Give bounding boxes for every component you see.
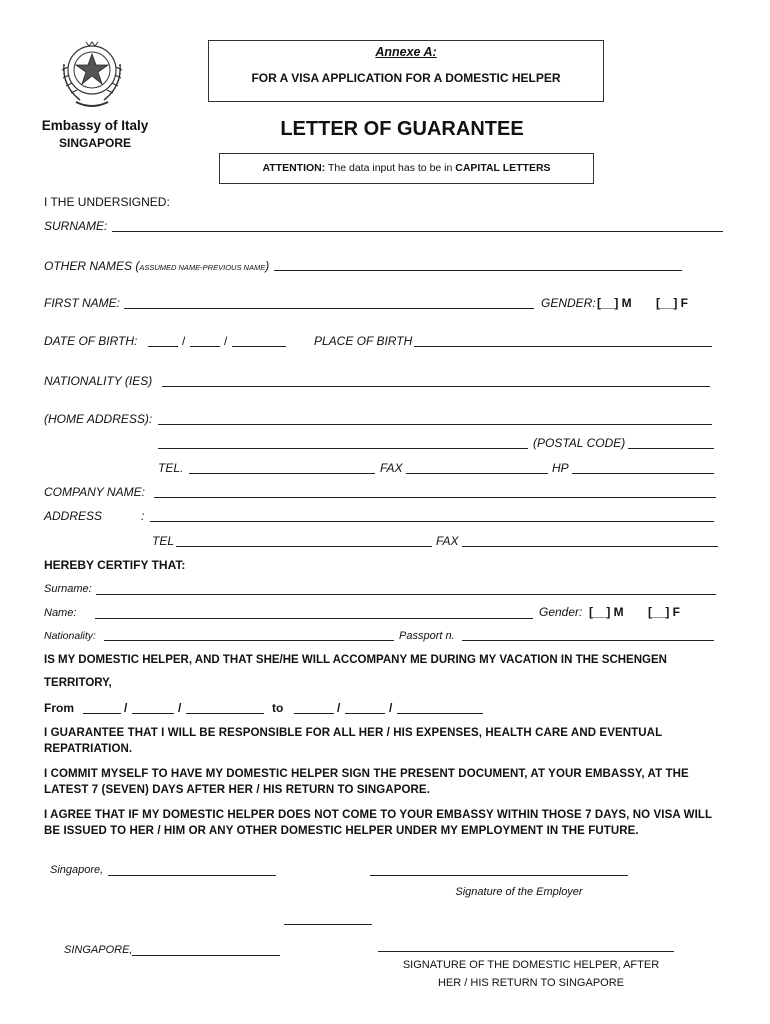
from-year-field[interactable]	[186, 713, 264, 714]
undersigned-label: I THE UNDERSIGNED:	[44, 195, 170, 209]
company-address-colon: :	[141, 509, 145, 523]
nationality-field[interactable]	[162, 386, 710, 387]
attention-note	[219, 161, 594, 175]
attention-label: ATTENTION:	[262, 162, 326, 174]
hp-label: HP	[552, 461, 569, 475]
place-of-birth-label: PLACE OF BIRTH	[314, 334, 413, 348]
employer-date-field[interactable]	[108, 875, 276, 876]
date-separator: /	[389, 701, 393, 715]
helper-surname-label: Surname:	[44, 583, 92, 595]
from-label: From	[44, 701, 74, 715]
annex-subtitle: FOR A VISA APPLICATION FOR A DOMESTIC HELPER	[251, 71, 561, 85]
place-of-birth-field[interactable]	[414, 346, 712, 347]
other-names-close: )	[265, 259, 270, 273]
home-address-field[interactable]	[158, 424, 712, 425]
helper-place-label: SINGAPORE,	[64, 944, 133, 956]
postal-code-field[interactable]	[628, 448, 714, 449]
company-tel-field[interactable]	[176, 546, 432, 547]
dob-year-field[interactable]	[232, 346, 286, 347]
first-name-field[interactable]	[124, 308, 534, 309]
dob-day-field[interactable]	[148, 346, 178, 347]
home-tel-field[interactable]	[189, 473, 375, 474]
home-fax-field[interactable]	[406, 473, 548, 474]
passport-label: Passport n.	[399, 630, 455, 642]
attention-text: The data input has to be in	[325, 162, 456, 174]
passport-field[interactable]	[462, 640, 714, 641]
helper-date-field[interactable]	[132, 955, 280, 956]
to-year-field[interactable]	[397, 713, 483, 714]
company-address-field[interactable]	[150, 521, 714, 522]
company-fax-label: FAX	[436, 534, 459, 548]
gender-label: GENDER:	[541, 296, 596, 310]
other-names-text: OTHER NAMES (	[44, 259, 140, 273]
certify-label: HEREBY CERTIFY THAT:	[44, 558, 186, 572]
dob-separator: /	[224, 334, 228, 348]
date-separator: /	[337, 701, 341, 715]
helper-nationality-label: Nationality:	[44, 630, 96, 642]
employer-signature-caption: Signature of the Employer	[455, 886, 583, 898]
page-title: LETTER OF GUARANTEE	[280, 118, 524, 140]
date-separator: /	[178, 701, 182, 715]
first-name-label: FIRST NAME:	[44, 296, 121, 310]
guarantee-statement: I GUARANTEE THAT I WILL BE RESPONSIBLE FOR ALL HER / HIS EXPENSES, HEALTH CARE AND EVENTUAL REPATRIATION.	[44, 727, 663, 755]
helper-gender-label: Gender:	[539, 605, 583, 619]
helper-signature-caption: SIGNATURE OF THE DOMESTIC HELPER, AFTER	[402, 959, 660, 971]
company-fax-field[interactable]	[462, 546, 718, 547]
nationality-label: NATIONALITY (IES)	[44, 374, 153, 388]
to-month-field[interactable]	[345, 713, 385, 714]
dob-label: DATE OF BIRTH:	[44, 334, 138, 348]
commit-statement: I COMMIT MYSELF TO HAVE MY DOMESTIC HELPER SIGN THE PRESENT DOCUMENT, AT YOUR EMBASSY, AT THE LATEST 7 (SEVEN) DAYS AFTER HER / HIS RETURN TO SINGAPORE.	[44, 768, 689, 796]
from-day-field[interactable]	[83, 713, 121, 714]
employer-place-label: Singapore,	[50, 864, 104, 876]
helper-surname-field[interactable]	[96, 594, 716, 595]
other-names-label	[44, 259, 269, 275]
company-address-label: ADDRESS	[44, 509, 103, 523]
embassy-city: SINGAPORE	[58, 136, 131, 150]
helper-nationality-field[interactable]	[104, 640, 394, 641]
dob-month-field[interactable]	[190, 346, 220, 347]
annex-title: Annexe A:	[375, 45, 437, 59]
company-name-field[interactable]	[154, 497, 716, 498]
home-tel-label: TEL.	[158, 461, 184, 475]
company-name-label: COMPANY NAME:	[44, 485, 145, 499]
divider-line	[284, 924, 372, 925]
to-day-field[interactable]	[294, 713, 334, 714]
postal-code-label: (POSTAL CODE)	[533, 436, 626, 450]
company-tel-label: TEL	[152, 534, 175, 548]
from-month-field[interactable]	[132, 713, 174, 714]
other-names-hint: ASSUMED NAME-PREVIOUS NAME	[139, 263, 266, 272]
agree-statement: I AGREE THAT IF MY DOMESTIC HELPER DOES NOT COME TO YOUR EMBASSY WITHIN THOSE 7 DAYS, NO VISA WILL BE ISSUED TO HER / HIM OR ANY OTHER DOMESTIC HELPER UNDER MY EMPLOYMENT IN THE FUTURE.	[44, 809, 712, 837]
helper-gender-male-checkbox[interactable]: [__] M	[589, 605, 624, 619]
gender-female-checkbox[interactable]: [__] F	[656, 296, 689, 310]
employer-signature-field[interactable]	[370, 875, 628, 876]
surname-label: SURNAME:	[44, 219, 108, 233]
attention-caps: CAPITAL LETTERS	[455, 162, 551, 174]
home-address-field-2[interactable]	[158, 448, 528, 449]
to-label: to	[272, 701, 284, 715]
accompany-statement-cont: TERRITORY,	[44, 677, 112, 689]
helper-name-label: Name:	[44, 607, 77, 619]
surname-field[interactable]	[112, 231, 723, 232]
embassy-name: Embassy of Italy	[41, 118, 149, 133]
helper-name-field[interactable]	[95, 618, 533, 619]
other-names-field[interactable]	[274, 270, 682, 271]
gender-male-checkbox[interactable]: [__] M	[597, 296, 632, 310]
helper-signature-field[interactable]	[378, 951, 674, 952]
hp-field[interactable]	[572, 473, 714, 474]
home-fax-label: FAX	[380, 461, 403, 475]
italian-emblem-icon	[56, 34, 128, 110]
helper-signature-caption-cont: HER / HIS RETURN TO SINGAPORE	[437, 977, 624, 989]
helper-gender-female-checkbox[interactable]: [__] F	[648, 605, 681, 619]
dob-separator: /	[182, 334, 186, 348]
date-separator: /	[124, 701, 128, 715]
home-address-label: (HOME ADDRESS):	[44, 412, 153, 426]
accompany-statement: IS MY DOMESTIC HELPER, AND THAT SHE/HE WILL ACCOMPANY ME DURING MY VACATION IN THE SCHENGEN	[44, 654, 667, 666]
